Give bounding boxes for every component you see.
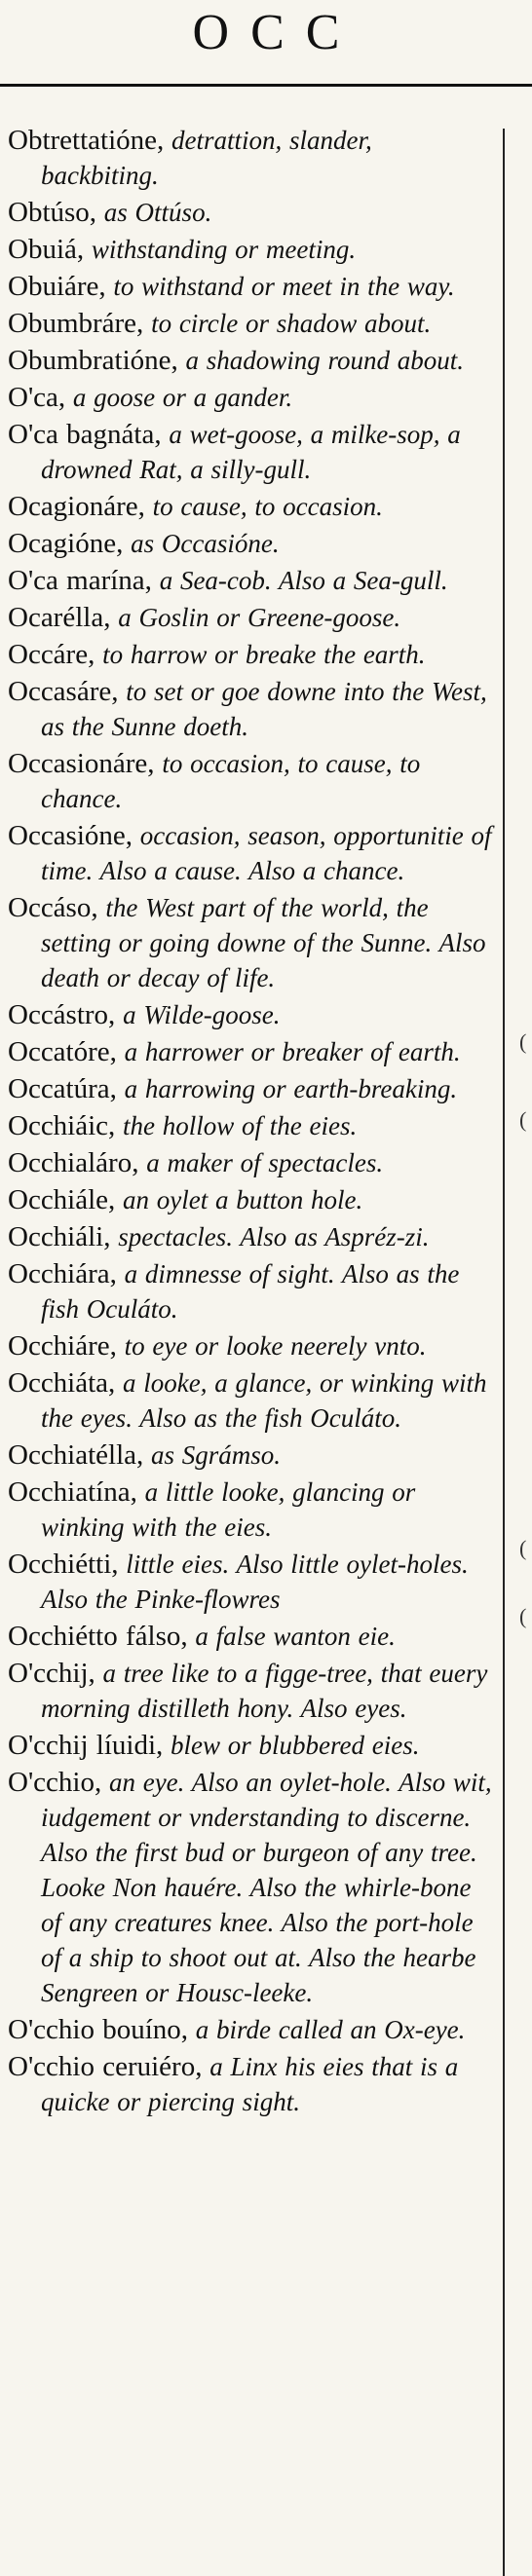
- definition: a dimnesse of sight. Also as the fish Oculáto.: [41, 1259, 460, 1324]
- definition: a tree like to a figge-tree, that euery morning distilleth hony. Also eyes.: [41, 1659, 488, 1723]
- definition: a harrowing or earth-breaking.: [116, 1074, 458, 1103]
- dictionary-entry: [0, 343, 495, 378]
- headword: O'cchio bouíno,: [8, 2014, 189, 2045]
- headword: Occhiále,: [8, 1184, 116, 1215]
- definition: to withstand or meet in the way.: [105, 272, 455, 301]
- headword: Occhiatína,: [8, 1476, 137, 1508]
- definition: spectacles. Also as Aspréz-zi.: [110, 1222, 430, 1251]
- definition: as Ottúso.: [96, 198, 212, 227]
- dictionary-entry: [0, 1475, 495, 1545]
- definition: a harrower or breaker of earth.: [116, 1037, 461, 1066]
- dictionary-entry: [0, 2012, 495, 2047]
- dictionary-entry: [0, 1219, 495, 1254]
- definition: a maker of spectacles.: [138, 1148, 384, 1177]
- definition: the hollow of the eies.: [115, 1111, 358, 1140]
- dictionary-entry: [0, 417, 495, 487]
- dictionary-entry: [0, 1328, 495, 1363]
- edge-mark: (: [519, 1107, 527, 1132]
- dictionary-entry: [0, 489, 495, 524]
- dictionary-entry: [0, 818, 495, 888]
- headword: Occhiatélla,: [8, 1439, 144, 1471]
- definition: a Sea-cob. Also a Sea-gull.: [151, 566, 448, 595]
- dictionary-entry: [0, 674, 495, 744]
- headword: Ocagióne,: [8, 528, 124, 559]
- dictionary-entry: [0, 563, 495, 598]
- definition: withstanding or meeting.: [84, 235, 357, 264]
- headword: Occhiétti,: [8, 1549, 119, 1580]
- column-rule: [503, 129, 505, 2576]
- headword: O'cchij líuidi,: [8, 1730, 164, 1761]
- definition: a birde called an Ox-eye.: [188, 2015, 466, 2044]
- dictionary-entry: [0, 123, 495, 193]
- definition: a goose or a gander.: [65, 383, 293, 412]
- dictionary-entry: [0, 997, 495, 1032]
- definition: as Sgrámso.: [143, 1440, 282, 1470]
- running-head: OCC: [192, 5, 361, 60]
- definition: to circle or shadow about.: [143, 309, 432, 338]
- definition: a shadowing round about.: [177, 346, 465, 375]
- dictionary-entry: [0, 1071, 495, 1106]
- definition: as Occasióne.: [123, 529, 280, 558]
- headword: O'ca bagnáta,: [8, 419, 162, 450]
- definition: a little looke, glancing or winking with the eies.: [41, 1477, 416, 1542]
- definition: a wet-goose, a milke-sop, a drowned Rat, a silly-gull.: [41, 420, 461, 484]
- definition: detrattion, slander, backbiting.: [41, 126, 372, 190]
- dictionary-entry: [0, 1547, 495, 1617]
- definition: a false wanton eie.: [187, 1622, 396, 1651]
- headword: Ocagionáre,: [8, 491, 145, 522]
- headword: Obumbratióne,: [8, 345, 178, 376]
- headword: Occáre,: [8, 639, 95, 670]
- headword: Obumbráre,: [8, 308, 144, 339]
- dictionary-entry: [0, 306, 495, 341]
- headword: Ocarélla,: [8, 602, 111, 633]
- headword: Occhiáli,: [8, 1221, 111, 1252]
- headword: O'cchio ceruiéro,: [8, 2051, 203, 2082]
- definition: a Linx his eies that is a quicke or piercing sight.: [41, 2052, 459, 2116]
- dictionary-entry: [0, 1728, 495, 1763]
- definition: to set or goe downe into the West, as the Sunne doeth.: [41, 677, 487, 741]
- definition: a Wilde-goose.: [115, 1000, 281, 1029]
- dictionary-entry: [0, 380, 495, 415]
- headword: Occasáre,: [8, 676, 119, 707]
- headword: Occhiáic,: [8, 1110, 116, 1141]
- definition: occasion, season, opportunitie of time. Also a cause. Also a chance.: [41, 821, 492, 885]
- headword: Occhiáre,: [8, 1330, 117, 1362]
- dictionary-entry: [0, 1034, 495, 1069]
- headword: Occhiáta,: [8, 1367, 116, 1399]
- definition: an eye. Also an oylet-hole. Also wit, iudgement or vnderstanding to discerne. Also the first bud or burgeon of any tree. Looke Non hauére. Also the whirle-bone of any creatures knee. Also the port-hole of a ship to shoot out at. Also the hearbe Sengreen or Housc-leeke.: [41, 1768, 492, 2007]
- headword: Occasióne,: [8, 820, 133, 851]
- headword: Occástro,: [8, 999, 116, 1030]
- headword: Occatúra,: [8, 1073, 117, 1104]
- dictionary-entry: [0, 1656, 495, 1726]
- dictionary-entry: [0, 195, 495, 230]
- dictionary-entry: [0, 232, 495, 267]
- definition: a Goslin or Greene-goose.: [110, 603, 401, 632]
- definition: the West part of the world, the setting or going downe of the Sunne. Also death or decay of life.: [41, 893, 486, 992]
- headword: Obuiáre,: [8, 271, 106, 302]
- definition: to occasion, to cause, to chance.: [41, 749, 421, 813]
- definition: little eies. Also little oylet-holes. Also the Pinke-flowres: [41, 1549, 469, 1614]
- dictionary-entry: [0, 526, 495, 561]
- dictionary-entry: [0, 2049, 495, 2119]
- dictionary-column: [0, 123, 495, 2121]
- dictionary-entry: [0, 890, 495, 995]
- headword: Occhiára,: [8, 1258, 117, 1289]
- headword: Obtúso,: [8, 197, 97, 228]
- dictionary-entry: [0, 1182, 495, 1217]
- dictionary-entry: [0, 1108, 495, 1143]
- headword: Occatóre,: [8, 1036, 117, 1067]
- headword: Occasionáre,: [8, 748, 155, 779]
- page-header: [0, 0, 532, 84]
- headword: O'cchij,: [8, 1658, 95, 1689]
- headword: Obtrettatióne,: [8, 125, 165, 156]
- dictionary-entry: [0, 1437, 495, 1473]
- dictionary-entry: [0, 1256, 495, 1326]
- headword: Occáso,: [8, 892, 98, 923]
- dictionary-entry: [0, 1145, 495, 1180]
- dictionary-entry: [0, 1365, 495, 1436]
- header-rule: [0, 84, 532, 87]
- headword: Occhialáro,: [8, 1147, 139, 1178]
- definition: to eye or looke neerely vnto.: [116, 1331, 427, 1361]
- dictionary-entry: [0, 1765, 495, 2010]
- dictionary-entry: [0, 600, 495, 635]
- edge-mark: (: [519, 1536, 527, 1560]
- headword: Occhiétto fálso,: [8, 1621, 188, 1652]
- headword: O'ca,: [8, 382, 66, 413]
- dictionary-entry: [0, 1619, 495, 1654]
- headword: O'ca marína,: [8, 565, 152, 596]
- edge-mark: (: [519, 1029, 527, 1054]
- definition: an oylet a button hole.: [115, 1185, 363, 1214]
- headword: Obuiá,: [8, 234, 85, 265]
- headword: O'cchio,: [8, 1767, 102, 1798]
- definition: a looke, a glance, or winking with the eyes. Also as the fish Oculáto.: [41, 1368, 487, 1433]
- dictionary-entry: [0, 637, 495, 672]
- dictionary-entry: [0, 269, 495, 304]
- definition: to harrow or breake the earth.: [95, 640, 426, 669]
- edge-mark: (: [519, 1604, 527, 1628]
- definition: to cause, to occasion.: [144, 492, 383, 521]
- definition: blew or blubbered eies.: [163, 1731, 420, 1760]
- dictionary-entry: [0, 746, 495, 816]
